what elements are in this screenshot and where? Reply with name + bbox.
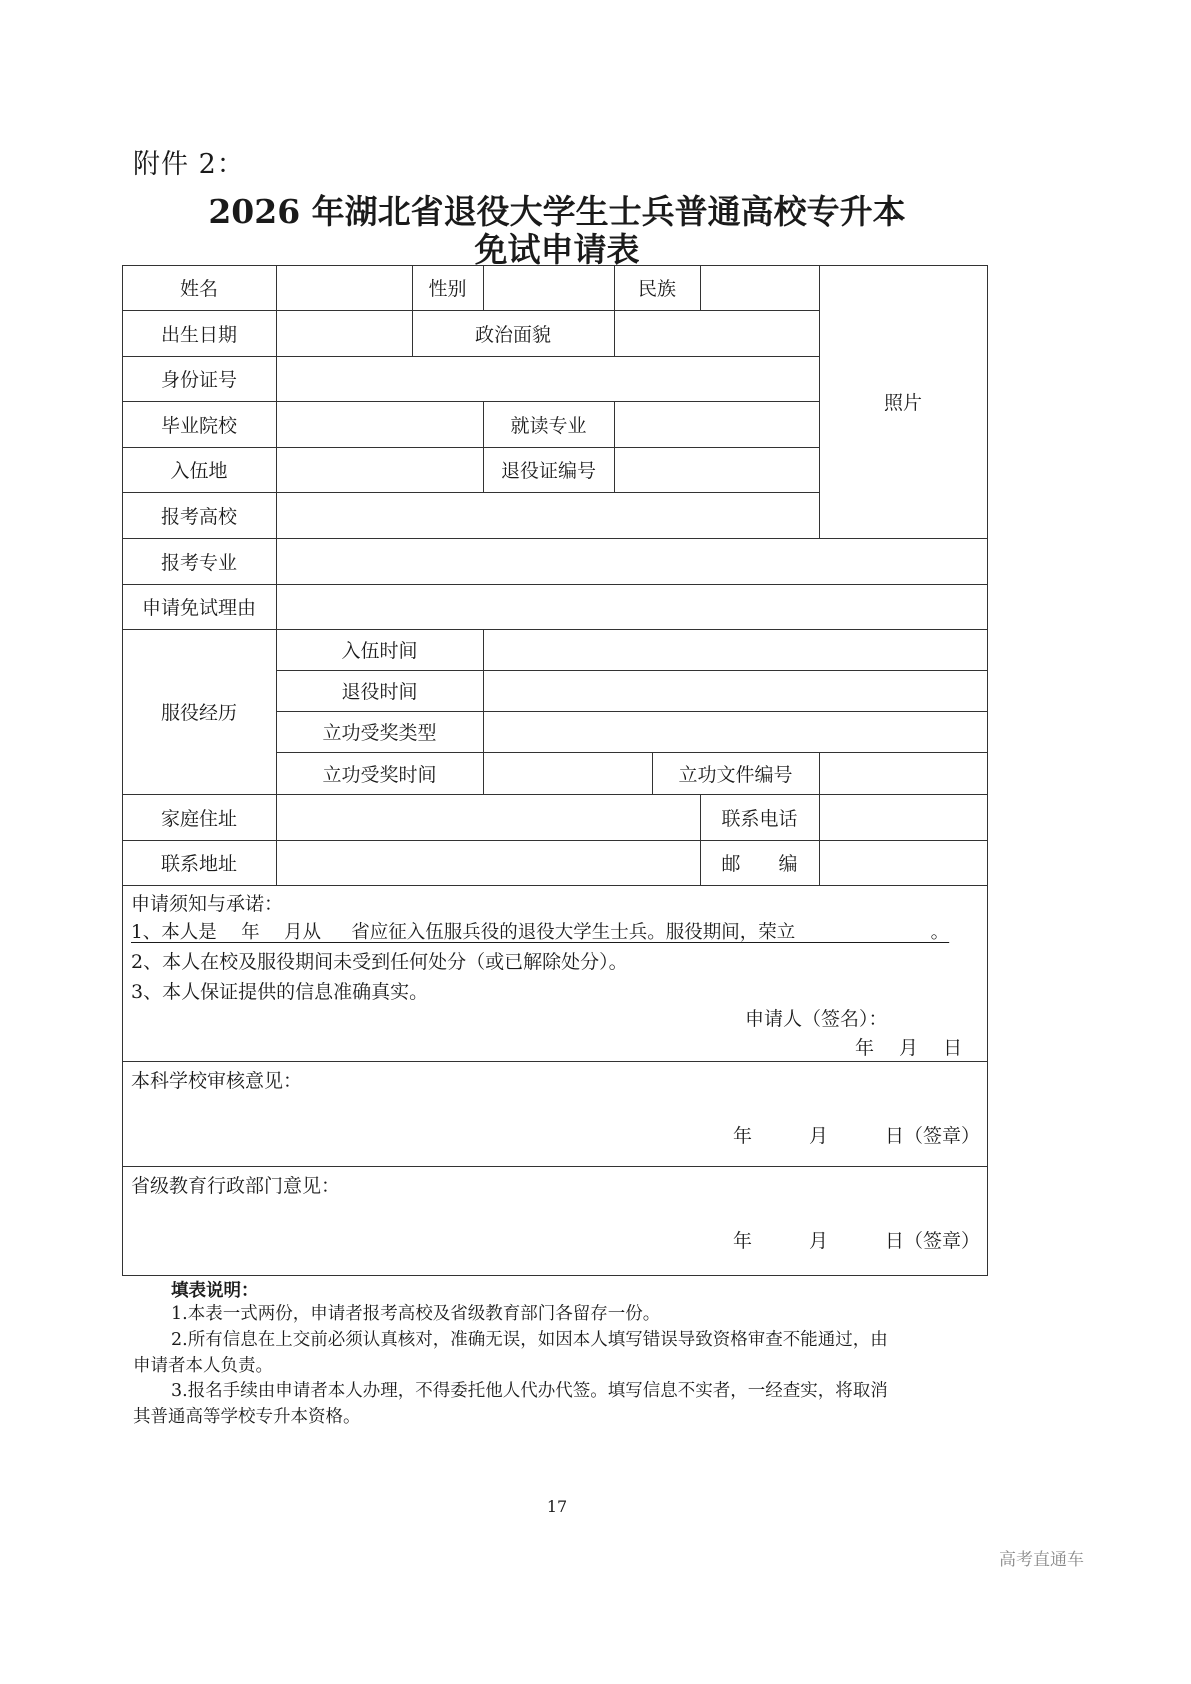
award-time-input[interactable]: [483, 752, 652, 794]
commitment-item-1: 1、本人是 年 月从 省应征入伍服兵役的退役大学生士兵。服役期间，荣立 。: [131, 922, 950, 943]
political-status-label: 政治面貌: [474, 323, 551, 346]
enlistment-time-label: 入伍时间: [341, 640, 418, 662]
province-review-date: 年 月 日（签章）: [733, 1230, 981, 1252]
target-school-label: 报考高校: [160, 505, 237, 528]
page-number: 17: [546, 1497, 568, 1516]
enlistment-place-label: 入伍地: [170, 460, 228, 482]
instruction-2: 2.所有信息在上交前必须认真核对，准确无误，如因本人填写错误导致资格审查不能通过，由: [171, 1330, 888, 1350]
gender-input[interactable]: [483, 265, 614, 310]
applicant-signature-label: 申请人（签名）：: [745, 1008, 888, 1030]
award-type-label: 立功受奖类型: [322, 722, 437, 744]
postcode-label: 邮 编: [721, 853, 798, 875]
instruction-3: 3.报名手续由申请者本人办理，不得委托他人代办代签。填写信息不实者，一经查实，将取消: [171, 1381, 888, 1401]
commitment-heading: 申请须知与承诺：: [131, 893, 284, 915]
table-rule: [987, 265, 988, 1275]
commitment-item-2: 2、本人在校及服役期间未受到任何处分（或已解除处分）。: [131, 951, 628, 973]
id-number-input[interactable]: [276, 356, 819, 401]
table-rule: [122, 1275, 988, 1276]
instruction-2-cont: 申请者本人负责。: [133, 1356, 273, 1376]
postcode-input[interactable]: [819, 840, 987, 885]
phone-label: 联系电话: [721, 807, 798, 830]
name-input[interactable]: [276, 265, 412, 310]
name-label: 姓名: [179, 278, 218, 300]
political-status-input[interactable]: [614, 310, 819, 356]
instruction-1: 1.本表一式两份，申请者报考高校及省级教育部门各留存一份。: [171, 1304, 661, 1324]
exemption-reason-input[interactable]: [276, 584, 987, 629]
contact-address-label: 联系地址: [160, 853, 237, 875]
commitment-item-3: 3、本人保证提供的信息准确真实。: [131, 981, 429, 1003]
home-address-input[interactable]: [276, 794, 700, 840]
discharge-time-label: 退役时间: [341, 681, 418, 703]
exemption-reason-label: 申请免试理由: [141, 597, 256, 619]
birth-date-label: 出生日期: [160, 323, 237, 346]
university-review-date: 年 月 日（签章）: [733, 1125, 981, 1147]
form-title-line2: 免试申请表: [474, 230, 640, 269]
home-address-label: 家庭住址: [160, 807, 237, 830]
table-rule: [122, 885, 988, 886]
form-title-line1: 2026 年湖北省退役大学生士兵普通高校专升本: [208, 192, 906, 231]
phone-input[interactable]: [819, 794, 987, 840]
enlistment-time-input[interactable]: [483, 629, 987, 670]
table-rule: [122, 1166, 988, 1167]
target-major-label: 报考专业: [160, 551, 237, 574]
target-major-input[interactable]: [276, 538, 987, 584]
discharge-cert-no-input[interactable]: [614, 447, 819, 492]
discharge-cert-no-label: 退役证编号: [500, 460, 596, 482]
award-doc-no-input[interactable]: [819, 752, 987, 794]
ethnicity-input[interactable]: [700, 265, 819, 310]
award-type-input[interactable]: [483, 711, 987, 752]
award-doc-no-label: 立功文件编号: [678, 763, 793, 786]
instruction-3-cont: 其普通高等学校专升本资格。: [133, 1407, 361, 1427]
major-studied-input[interactable]: [614, 401, 819, 447]
service-history-label: 服役经历: [160, 702, 237, 724]
contact-address-input[interactable]: [276, 840, 700, 885]
photo-area[interactable]: 照片: [883, 392, 922, 414]
province-review-heading: 省级教育行政部门意见：: [131, 1175, 341, 1197]
commitment-date: 年 月 日: [855, 1037, 963, 1059]
watermark: 高考直通车: [999, 1550, 1084, 1570]
graduated-school-input[interactable]: [276, 401, 483, 447]
university-review-heading: 本科学校审核意见：: [131, 1070, 303, 1092]
ethnicity-label: 民族: [637, 278, 676, 300]
table-rule: [122, 1061, 988, 1062]
enlistment-place-input[interactable]: [276, 447, 483, 492]
target-school-input[interactable]: [276, 492, 819, 538]
attachment-label: 附件 2：: [133, 149, 245, 180]
major-studied-label: 就读专业: [510, 414, 587, 437]
award-time-label: 立功受奖时间: [322, 763, 437, 786]
gender-label: 性别: [428, 278, 467, 300]
birth-date-input[interactable]: [276, 310, 412, 356]
id-number-label: 身份证号: [160, 369, 237, 391]
instructions-title: 填表说明：: [171, 1281, 259, 1301]
discharge-time-input[interactable]: [483, 670, 987, 711]
graduated-school-label: 毕业院校: [160, 414, 237, 437]
